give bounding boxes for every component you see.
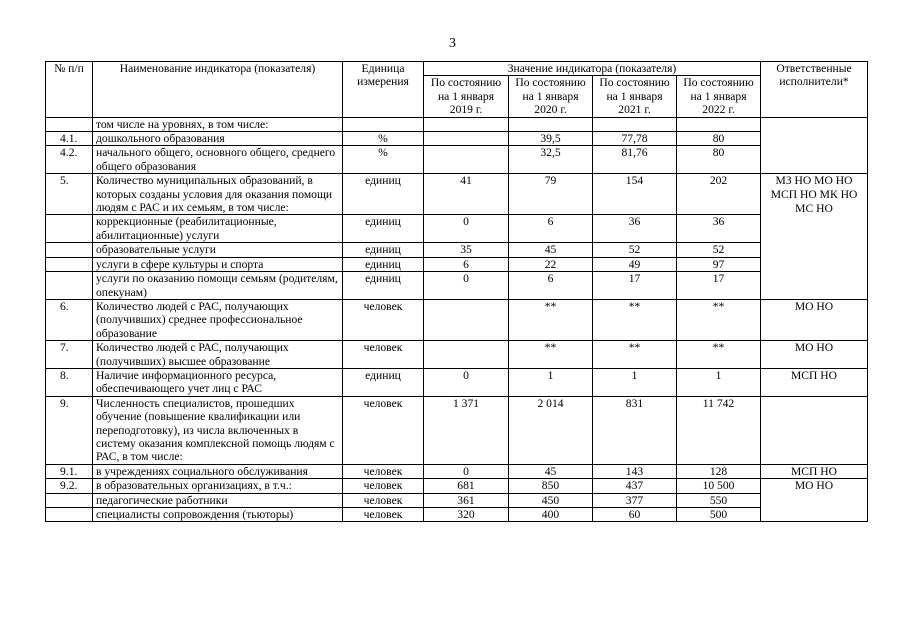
cell-name: в учреждениях социального обслуживания — [93, 464, 343, 478]
cell-2022: 80 — [677, 132, 761, 146]
cell-2020: 45 — [509, 243, 593, 257]
cell-unit: % — [343, 146, 424, 174]
cell-2022: 11 742 — [677, 396, 761, 464]
table-row — [46, 479, 868, 493]
table-row — [46, 464, 868, 478]
cell-2019: 361 — [424, 493, 509, 507]
cell-num — [46, 272, 93, 300]
cell-responsible: МО НО — [761, 299, 868, 340]
table-row — [46, 117, 868, 131]
cell-unit: человек — [343, 493, 424, 507]
table-row — [46, 243, 868, 257]
cell-2019: 1 371 — [424, 396, 509, 464]
cell-num — [46, 508, 93, 522]
cell-unit: единиц — [343, 272, 424, 300]
cell-name: специалисты сопровождения (тьюторы) — [93, 508, 343, 522]
cell-name: в образовательных организациях, в т.ч.: — [93, 479, 343, 493]
cell-name: дошкольного образования — [93, 132, 343, 146]
table-row — [46, 508, 868, 522]
cell-2021: 77,78 — [593, 132, 677, 146]
cell-num: 9.1. — [46, 464, 93, 478]
cell-responsible — [761, 396, 868, 464]
cell-2022: 202 — [677, 174, 761, 215]
cell-num: 5. — [46, 174, 93, 215]
table-row — [46, 299, 868, 340]
cell-2019 — [424, 299, 509, 340]
cell-2020: 850 — [509, 479, 593, 493]
table-row — [46, 174, 868, 215]
cell-2019 — [424, 146, 509, 174]
table-row — [46, 493, 868, 507]
table-row — [46, 146, 868, 174]
cell-2020: ** — [509, 341, 593, 369]
cell-num — [46, 215, 93, 243]
cell-name: Численность специалистов, прошедших обучение (повышение квалификации или переподготовку), из числа включенных в систему оказания комплексной помощь людям с РАС, в том числе: — [93, 396, 343, 464]
cell-2022: ** — [677, 341, 761, 369]
cell-2021: 36 — [593, 215, 677, 243]
cell-num: 8. — [46, 368, 93, 396]
cell-2019: 35 — [424, 243, 509, 257]
cell-2020: 6 — [509, 272, 593, 300]
cell-2021 — [593, 117, 677, 131]
cell-2021: 377 — [593, 493, 677, 507]
cell-2020: 79 — [509, 174, 593, 215]
cell-2022: 17 — [677, 272, 761, 300]
cell-num: 9. — [46, 396, 93, 464]
cell-responsible: МО НО — [761, 341, 868, 369]
cell-name: педагогические работники — [93, 493, 343, 507]
cell-num: 7. — [46, 341, 93, 369]
cell-2022: 52 — [677, 243, 761, 257]
cell-2019 — [424, 341, 509, 369]
cell-2021: 49 — [593, 257, 677, 271]
cell-2021: 17 — [593, 272, 677, 300]
cell-2021: ** — [593, 299, 677, 340]
cell-unit: человек — [343, 479, 424, 493]
table-row — [46, 257, 868, 271]
cell-num: 9.2. — [46, 479, 93, 493]
header-num: № п/п — [46, 62, 93, 118]
cell-num: 4.2. — [46, 146, 93, 174]
header-2021: По состоянию на 1 января 2021 г. — [593, 76, 677, 117]
cell-2019: 681 — [424, 479, 509, 493]
cell-responsible: МЗ НО МО НО МСП НО МК НО МС НО — [761, 174, 868, 300]
cell-name: Количество муниципальных образований, в которых созданы условия для оказания помощи людям с РАС и их семьям, в том числе: — [93, 174, 343, 215]
header-2019: По состоянию на 1 января 2019 г. — [424, 76, 509, 117]
table-row — [46, 341, 868, 369]
header-row-1 — [46, 62, 868, 76]
cell-2021: 154 — [593, 174, 677, 215]
table-body — [46, 117, 868, 522]
cell-2019: 0 — [424, 272, 509, 300]
cell-responsible: МСП НО — [761, 368, 868, 396]
table-row — [46, 396, 868, 464]
cell-2019: 41 — [424, 174, 509, 215]
cell-name: услуги по оказанию помощи семьям (родителям, опекунам) — [93, 272, 343, 300]
cell-2020: 45 — [509, 464, 593, 478]
cell-2020: 2 014 — [509, 396, 593, 464]
cell-2020 — [509, 117, 593, 131]
header-unit: Единица измерения — [343, 62, 424, 118]
cell-2019: 0 — [424, 464, 509, 478]
cell-name: коррекционные (реабилитационные, абилитационные) услуги — [93, 215, 343, 243]
cell-unit: единиц — [343, 243, 424, 257]
cell-unit: % — [343, 132, 424, 146]
cell-2022: 80 — [677, 146, 761, 174]
table-row — [46, 132, 868, 146]
cell-unit: человек — [343, 299, 424, 340]
header-2022: По состоянию на 1 января 2022 г. — [677, 76, 761, 117]
table-row — [46, 272, 868, 300]
cell-2020: 32,5 — [509, 146, 593, 174]
cell-num — [46, 493, 93, 507]
cell-2019: 6 — [424, 257, 509, 271]
cell-num: 6. — [46, 299, 93, 340]
cell-2020: 22 — [509, 257, 593, 271]
cell-2019: 0 — [424, 215, 509, 243]
cell-name: Количество людей с РАС, получающих (получивших) среднее профессиональное образование — [93, 299, 343, 340]
cell-num — [46, 257, 93, 271]
cell-unit: единиц — [343, 368, 424, 396]
cell-name: услуги в сфере культуры и спорта — [93, 257, 343, 271]
cell-2021: 52 — [593, 243, 677, 257]
table-row — [46, 368, 868, 396]
cell-responsible — [761, 117, 868, 174]
page-number: 3 — [449, 36, 456, 51]
cell-2019: 320 — [424, 508, 509, 522]
cell-2021: ** — [593, 341, 677, 369]
cell-unit: единиц — [343, 257, 424, 271]
cell-name: Наличие информационного ресурса, обеспечивающего учет лиц с РАС — [93, 368, 343, 396]
header-2020: По состоянию на 1 января 2020 г. — [509, 76, 593, 117]
cell-unit: человек — [343, 508, 424, 522]
cell-unit: единиц — [343, 215, 424, 243]
cell-2022: 1 — [677, 368, 761, 396]
table-row — [46, 215, 868, 243]
cell-num — [46, 117, 93, 131]
cell-2022: 500 — [677, 508, 761, 522]
cell-2021: 1 — [593, 368, 677, 396]
cell-2019 — [424, 117, 509, 131]
cell-2021: 81,76 — [593, 146, 677, 174]
cell-2021: 143 — [593, 464, 677, 478]
cell-2020: ** — [509, 299, 593, 340]
header-name: Наименование индикатора (показателя) — [93, 62, 343, 118]
cell-2022: 128 — [677, 464, 761, 478]
cell-name: том числе на уровнях, в том числе: — [93, 117, 343, 131]
cell-responsible: МО НО — [761, 479, 868, 522]
cell-name: образовательные услуги — [93, 243, 343, 257]
cell-unit — [343, 117, 424, 131]
cell-2020: 400 — [509, 508, 593, 522]
cell-2020: 450 — [509, 493, 593, 507]
cell-num: 4.1. — [46, 132, 93, 146]
cell-2022: ** — [677, 299, 761, 340]
cell-2020: 6 — [509, 215, 593, 243]
cell-2019 — [424, 132, 509, 146]
cell-2022: 36 — [677, 215, 761, 243]
cell-2021: 60 — [593, 508, 677, 522]
cell-name: Количество людей с РАС, получающих (получивших) высшее образование — [93, 341, 343, 369]
cell-name: начального общего, основного общего, среднего общего образования — [93, 146, 343, 174]
cell-unit: человек — [343, 396, 424, 464]
cell-unit: человек — [343, 341, 424, 369]
header-responsible: Ответственные исполнители* — [761, 62, 868, 118]
cell-2022: 550 — [677, 493, 761, 507]
cell-2021: 437 — [593, 479, 677, 493]
cell-unit: человек — [343, 464, 424, 478]
cell-2021: 831 — [593, 396, 677, 464]
cell-2019: 0 — [424, 368, 509, 396]
indicators-table — [45, 61, 868, 522]
cell-num — [46, 243, 93, 257]
cell-2022 — [677, 117, 761, 131]
header-value-group: Значение индикатора (показателя) — [424, 62, 761, 76]
cell-unit: единиц — [343, 174, 424, 215]
cell-2020: 39,5 — [509, 132, 593, 146]
cell-responsible: МСП НО — [761, 464, 868, 478]
cell-2022: 10 500 — [677, 479, 761, 493]
cell-2022: 97 — [677, 257, 761, 271]
cell-2020: 1 — [509, 368, 593, 396]
